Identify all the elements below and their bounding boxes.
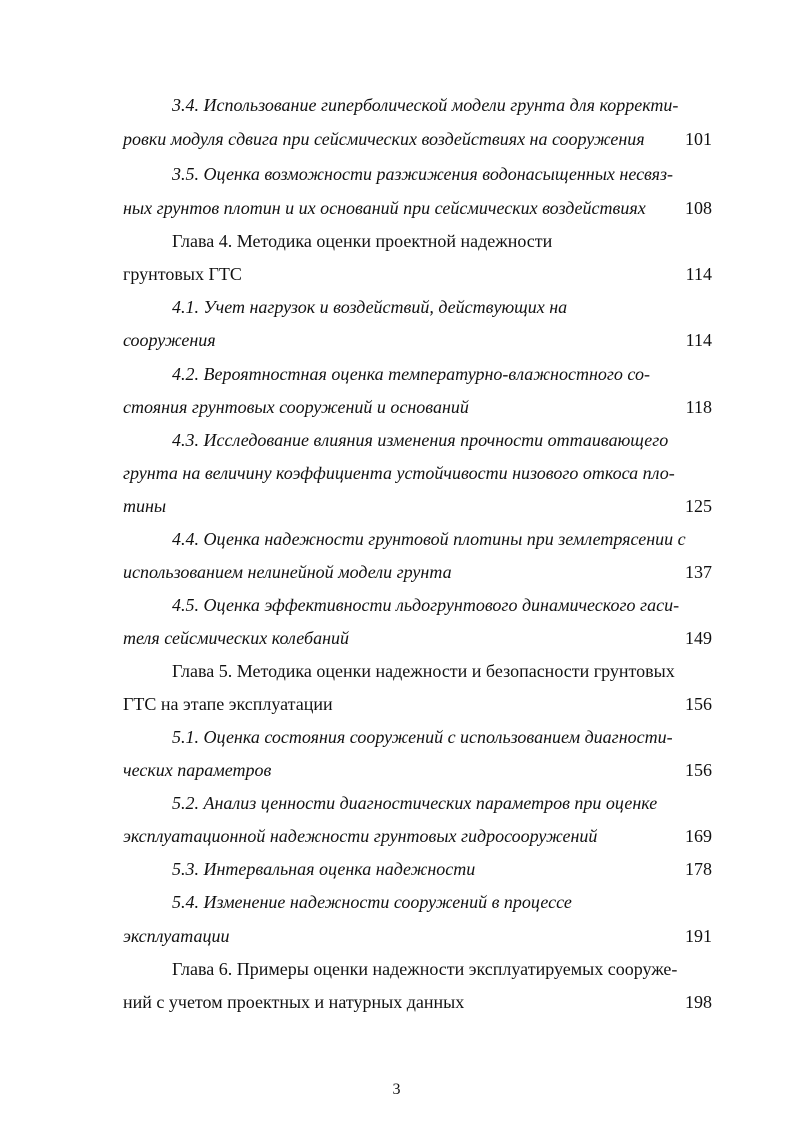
toc-entry-3-4-page: 101	[685, 129, 712, 149]
toc-chapter-6-line2: ний с учетом проектных и натурных данных	[123, 992, 465, 1012]
toc-entry-3-5-line1: 3.5. Оценка возможности разжижения водонасыщенных несвяз-	[172, 164, 674, 184]
toc-entry-4-1-page: 114	[685, 330, 712, 350]
toc-entry-4-4-line1: 4.4. Оценка надежности грунтовой плотины при землетрясении с	[172, 529, 686, 549]
toc-entry-3-5-line2: ных грунтов плотин и их оснований при сейсмических воздействиях	[123, 198, 646, 218]
toc-entry-5-1-line1: 5.1. Оценка состояния сооружений с использованием диагности-	[172, 727, 673, 747]
toc-entry-4-5-line2: теля сейсмических колебаний	[123, 628, 350, 648]
toc-entry-5-4-line2: эксплуатации	[123, 926, 230, 946]
toc-chapter-5-line1: Глава 5. Методика оценки надежности и безопасности грунтовых	[172, 661, 675, 681]
toc-entry-4-4-page: 137	[685, 562, 712, 582]
toc-entry-5-4-page: 191	[685, 926, 712, 946]
toc-chapter-4-line1: Глава 4. Методика оценки проектной надежности	[172, 231, 553, 251]
toc-entry-5-1-page: 156	[685, 760, 712, 780]
toc-entry-4-3-line2: грунта на величину коэффициента устойчивости низового откоса пло-	[123, 463, 675, 483]
toc-entry-5-1-line2: ческих параметров	[123, 760, 272, 780]
toc-entry-5-2-line1: 5.2. Анализ ценности диагностических параметров при оценке	[172, 793, 658, 813]
toc-entry-5-3-line1: 5.3. Интервальная оценка надежности	[172, 859, 476, 879]
toc-entry-4-1-line1: 4.1. Учет нагрузок и воздействий, действующих на	[172, 297, 568, 317]
toc-entry-4-2-line1: 4.2. Вероятностная оценка температурно-влажностного со-	[172, 364, 650, 384]
toc-entry-3-4-line1: 3.4. Использование гиперболической модели грунта для корректи-	[172, 95, 679, 115]
toc-entry-5-2-line2: эксплуатационной надежности грунтовых гидросооружений	[123, 826, 598, 846]
toc-chapter-5-page: 156	[685, 694, 712, 714]
toc-entry-4-3-line3: тины	[123, 496, 167, 516]
toc-entry-4-4-line2: использованием нелинейной модели грунта	[123, 562, 452, 582]
toc-entry-4-1-line2: сооружения	[123, 330, 216, 350]
toc-chapter-6-line1: Глава 6. Примеры оценки надежности эксплуатируемых сооруже-	[172, 959, 678, 979]
page-number: 3	[392, 1081, 401, 1098]
toc-chapter-4-line2: грунтовых ГТС	[123, 264, 242, 284]
toc-entry-4-3-line1: 4.3. Исследование влияния изменения прочности оттаивающего	[172, 430, 669, 450]
toc-chapter-4-page: 114	[685, 264, 712, 284]
toc-entry-4-2-line2: стояния грунтовых сооружений и оснований	[123, 397, 469, 417]
toc-chapter-6-page: 198	[685, 992, 712, 1012]
toc-entry-5-3-page: 178	[685, 859, 712, 879]
toc-entry-5-4-line1: 5.4. Изменение надежности сооружений в процессе	[172, 892, 572, 912]
toc-entry-4-5-page: 149	[685, 628, 712, 648]
toc-entry-4-3-page: 125	[685, 496, 712, 516]
toc-entry-3-4-line2: ровки модуля сдвига при сейсмических воздействиях на сооружения	[123, 129, 645, 149]
toc-chapter-5-line2: ГТС на этапе эксплуатации	[123, 694, 333, 714]
toc-entry-4-2-page: 118	[685, 397, 712, 417]
toc-entry-5-2-page: 169	[685, 826, 712, 846]
toc-entry-3-5-page: 108	[685, 198, 712, 218]
toc-entry-4-5-line1: 4.5. Оценка эффективности льдогрунтового динамического гаси-	[172, 595, 680, 615]
